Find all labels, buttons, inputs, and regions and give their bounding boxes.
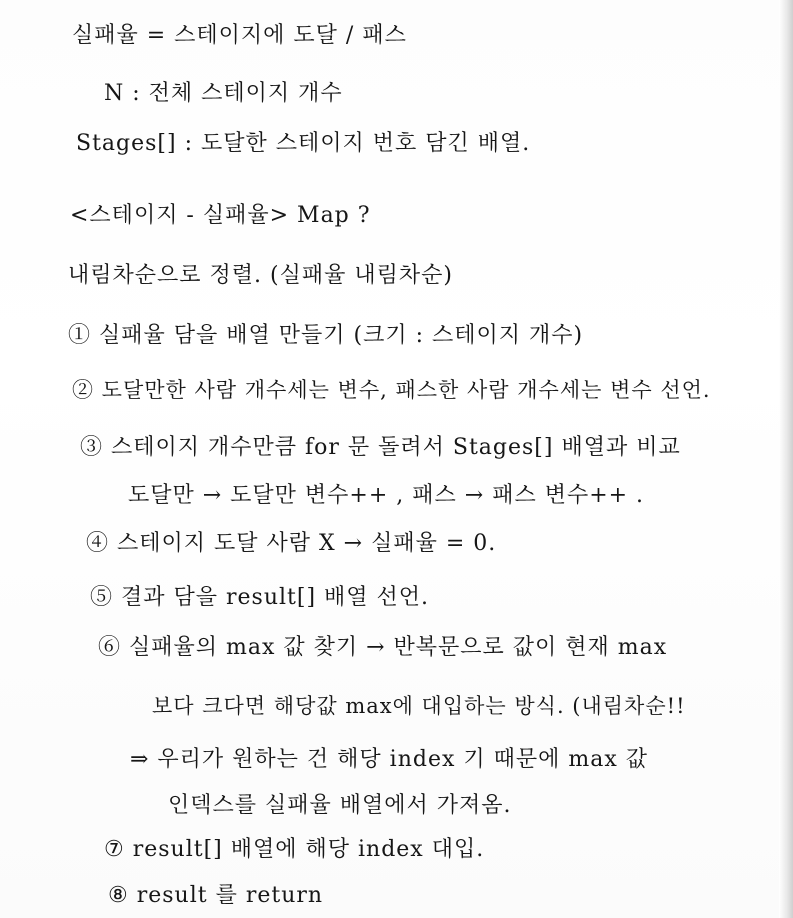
note-step-2: ② 도달만한 사람 개수세는 변수, 패스한 사람 개수세는 변수 선언. bbox=[72, 378, 711, 402]
note-step-3-detail: 도달만 → 도달만 변수++ , 패스 → 패스 변수++ . bbox=[128, 483, 645, 508]
note-line-failure-rate-definition: 실패율 = 스테이지에 도달 / 패스 bbox=[72, 23, 407, 48]
note-step-4: ④ 스테이지 도달 사람 X → 실패율 = 0. bbox=[86, 531, 497, 556]
note-step-6-note: ⇒ 우리가 원하는 건 해당 index 기 때문에 max 값 bbox=[130, 747, 649, 772]
note-line-map-question: <스테이지 - 실패율> Map ? bbox=[70, 203, 371, 228]
note-step-6: ⑥ 실패율의 max 값 찾기 → 반복문으로 값이 현재 max bbox=[98, 635, 668, 660]
note-step-1: ① 실패율 담을 배열 만들기 (크기 : 스테이지 개수) bbox=[68, 323, 584, 348]
note-step-7: ⑦ result[] 배열에 해당 index 대입. bbox=[104, 837, 485, 862]
note-line-n-definition: N : 전체 스테이지 개수 bbox=[104, 81, 343, 106]
note-line-sort-descending: 내림차순으로 정렬. (실패율 내림차순) bbox=[68, 263, 453, 288]
note-step-8: ⑧ result 를 return bbox=[108, 883, 324, 908]
note-step-5: ⑤ 결과 담을 result[] 배열 선언. bbox=[90, 585, 430, 610]
note-step-6-note-cont: 인덱스를 실패율 배열에서 가져옴. bbox=[168, 793, 512, 818]
note-step-3: ③ 스테이지 개수만큼 for 문 돌려서 Stages[] 배열과 비교 bbox=[80, 435, 681, 460]
note-line-stages-definition: Stages[] : 도달한 스테이지 번호 담긴 배열. bbox=[76, 131, 531, 156]
note-step-6-detail: 보다 크다면 해당값 max에 대입하는 방식. (내림차순!! bbox=[152, 694, 686, 718]
page-edge-shadow bbox=[779, 0, 793, 918]
